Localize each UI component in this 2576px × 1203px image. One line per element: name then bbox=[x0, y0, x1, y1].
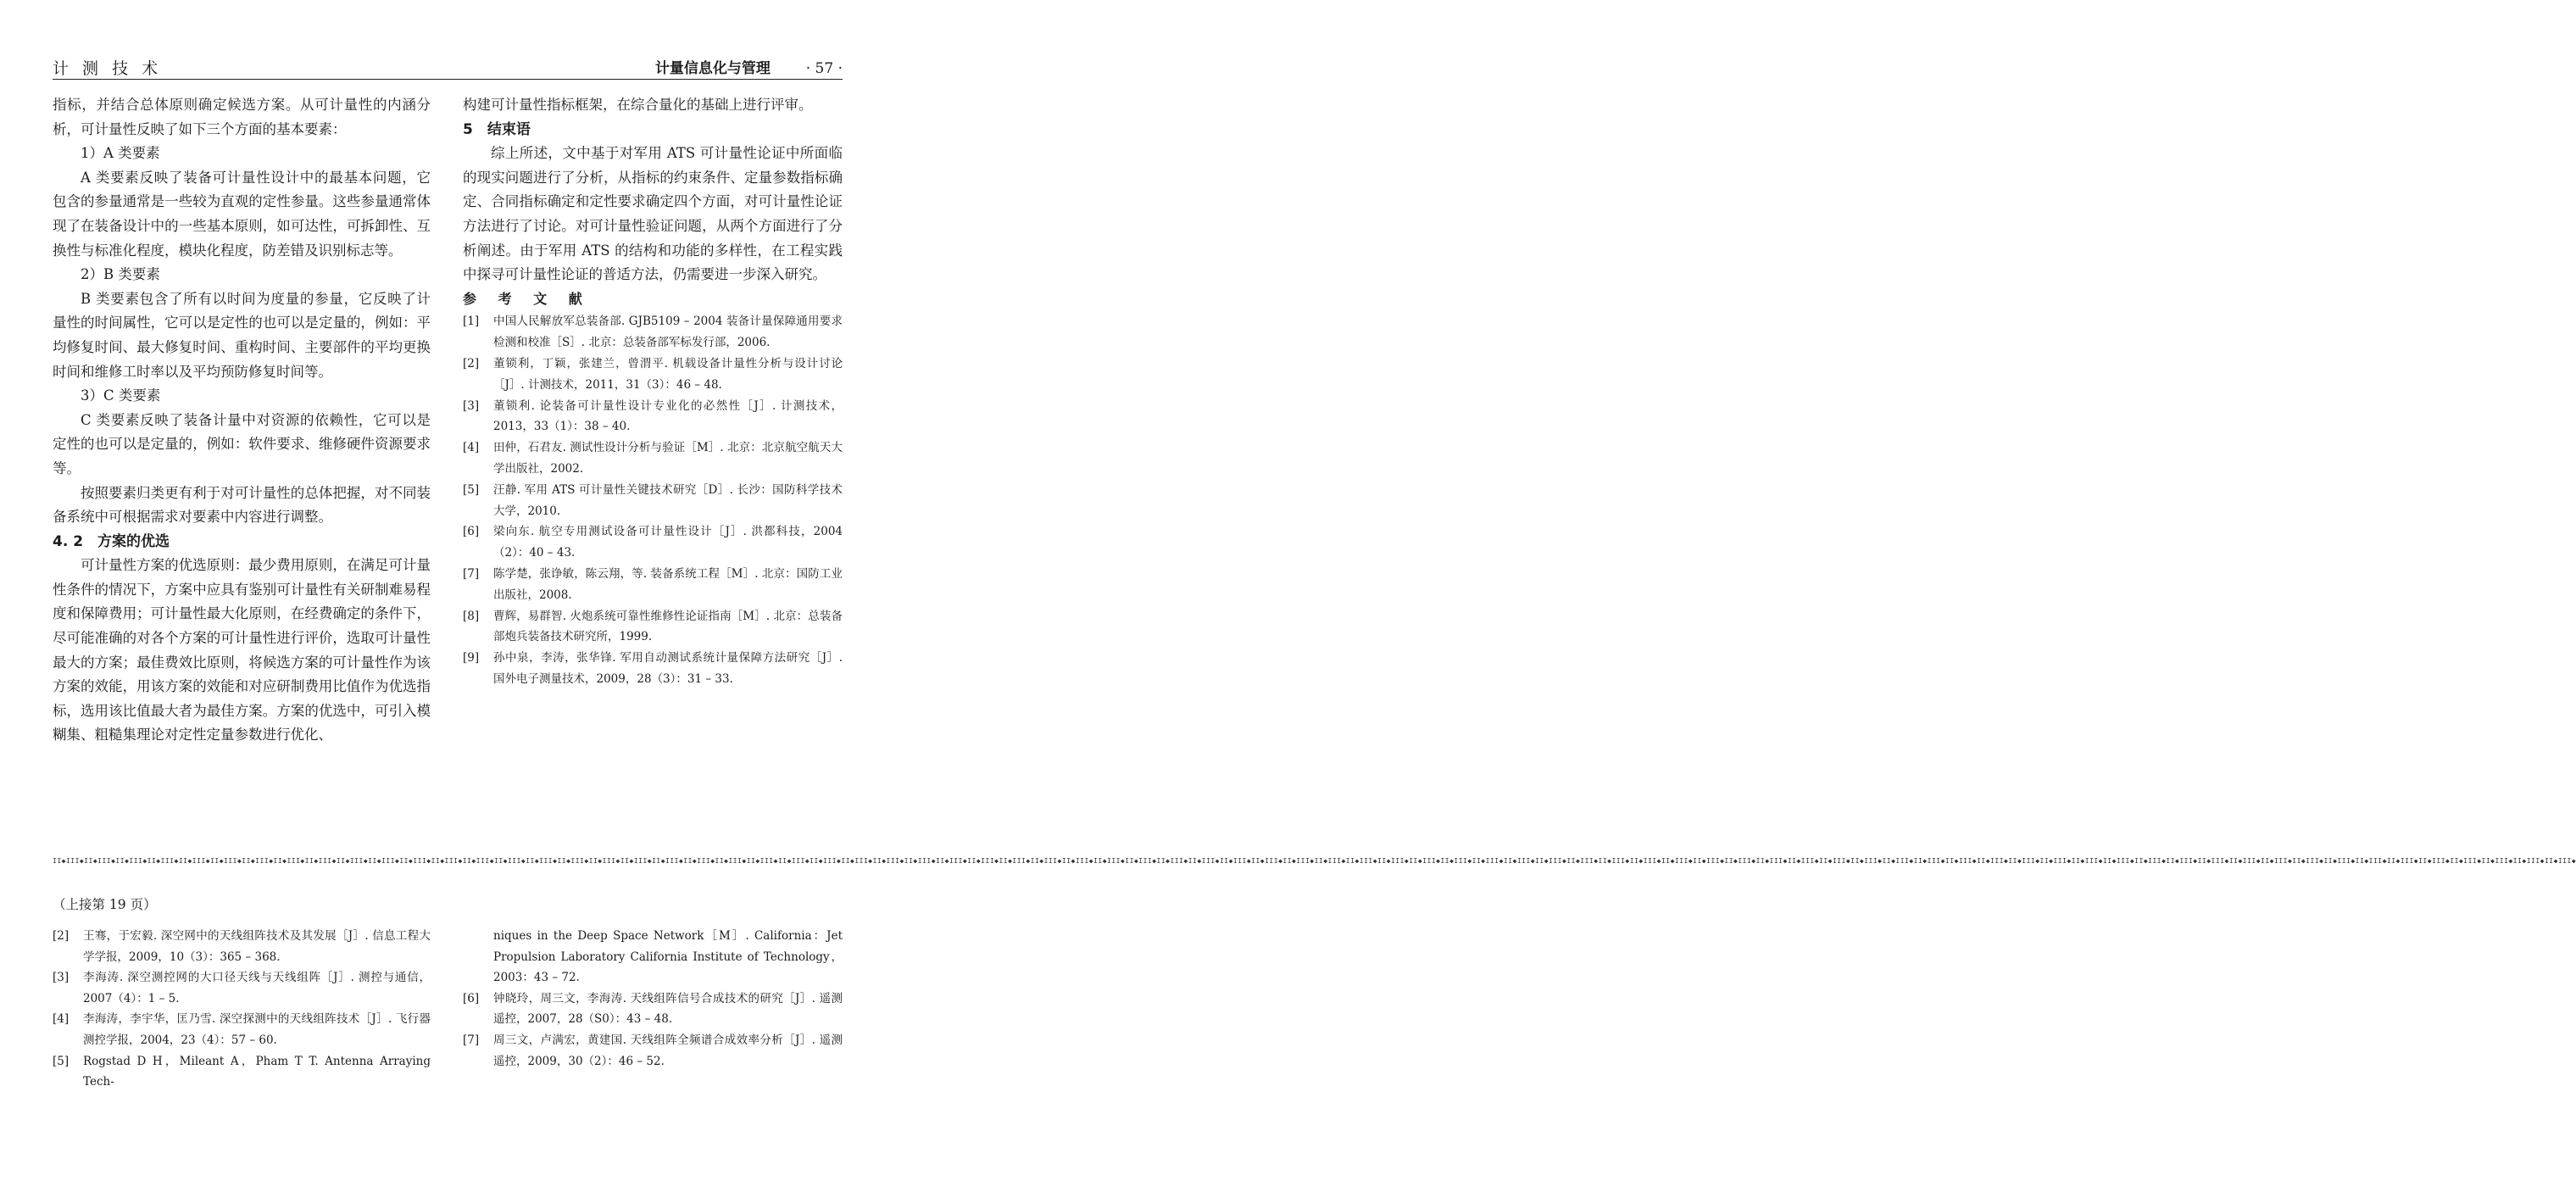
reference-item: [6] 钟晓玲，周三文，李海涛. 天线组阵信号合成技术的研究［J］. 遥测遥控，2007，28（S0）：43 – 48. bbox=[463, 991, 843, 1027]
b-element-text: B 类要素包含了所有以时间为度量的参量，它反映了计量性的时间属性，它可以是定性的也可以是定量的，例如：平均修复时间、最大修复时间、重构时间、主要部件的平均更换时间和维修工时率以及平均预防修复时间等。 bbox=[53, 290, 431, 380]
page-number: · 57 · bbox=[805, 60, 843, 77]
continued-right-column bbox=[463, 926, 843, 1072]
a-element-title: 1）A 类要素 bbox=[81, 145, 160, 162]
journal-name: 计 测 技 术 bbox=[53, 59, 163, 78]
reference-item: [7] 陈学楚，张诤敏，陈云翔，等. 装备系统工程［M］. 北京：国防工业出版社，2008. bbox=[463, 566, 843, 602]
continued-reference-list-right bbox=[463, 989, 843, 1072]
c-element-text: C 类要素反映了装备计量中对资源的依赖性，它可以是定性的也可以是定量的，例如：软件要求、维修硬件资源要求等。 bbox=[53, 411, 431, 476]
continued-label: （上接第 19 页） bbox=[53, 897, 157, 912]
continued-left-column bbox=[53, 926, 431, 1093]
reference-continuation: niques in the Deep Space Network［M］. California：Jet Propulsion Laboratory California Institute of Technology，2003：43 – 72. bbox=[493, 929, 843, 985]
running-head bbox=[655, 56, 843, 77]
reference-item: [4] 田仲，石君友. 测试性设计分析与验证［M］. 北京：北京航空航天大学出版社，2002. bbox=[463, 441, 843, 476]
section-4-2-heading: 4. 2 方案的优选 bbox=[53, 532, 170, 550]
paragraph-continued: 构建可计量性指标框架，在综合量化的基础上进行评审。 bbox=[463, 97, 813, 113]
reference-item: [3] 董锁利. 论装备可计量性设计专业化的必然性［J］. 计测技术，2013，33（1）：38 – 40. bbox=[463, 398, 843, 434]
ornamental-divider: II◆III◆II◆III◆II◆III◆II◆III◆II◆III◆II◆III◆II◆III◆II◆III◆II◆III◆II◆III◆II◆III◆II◆III◆II◆III◆II◆III◆II◆III◆II◆III◆II◆III◆II◆III◆II◆III◆II◆III◆II◆III◆II◆III◆II◆III◆II◆III◆II◆III◆II◆III◆II◆III◆II◆III◆II◆III◆II◆III◆II◆III◆II◆III◆II◆III◆II◆III◆II◆III◆II◆III◆II◆III◆II◆III◆II◆III◆II◆III◆II◆III◆II◆III◆II◆III◆II◆III◆II◆III◆II◆III◆II◆III◆II◆III◆II◆III◆II◆III◆II◆III◆II◆III◆II◆III◆II◆III◆II◆III◆II◆III◆II◆III◆II◆III◆II◆III◆II◆III◆II◆III◆II◆III◆II◆III◆II◆III◆II◆III◆II◆III◆II◆III◆II◆III◆II◆III◆II◆III◆II◆III◆II◆III◆II◆III◆II◆III◆II◆III◆II◆III◆II◆III◆II◆III◆II◆III◆II◆III◆ bbox=[53, 857, 2576, 865]
reference-item: [9] 孙中泉，李涛，张华锋. 军用自动测试系统计量保障方法研究［J］. 国外电子测量技术，2009，28（3）：31 – 33. bbox=[463, 651, 843, 686]
reference-item: [8] 曹辉，易群智. 火炮系统可靠性维修性论证指南［M］. 北京：总装备部炮兵装备技术研究所，1999. bbox=[463, 609, 843, 644]
classification-paragraph: 按照要素归类更有利于对可计量性的总体把握，对不同装备系统中可根据需求对要素中内容进行调整。 bbox=[53, 484, 431, 526]
reference-item: [5] 汪静. 军用 ATS 可计量性关键技术研究［D］. 长沙：国防科学技术大学，2010. bbox=[463, 482, 843, 518]
reference-item: [6] 梁向东. 航空专用测试设备可计量性设计［J］. 洪都科技，2004（2）：40 – 43. bbox=[463, 525, 843, 560]
section-4-2-text: 可计量性方案的优选原则：最少费用原则，在满足可计量性条件的情况下，方案中应具有鉴别可计量性有关研制难易程度和保障费用；可计量性最大化原则，在经费确定的条件下，尽可能准确的对各个方案的可计量性进行评价，选取可计量性最大的方案；最佳费效比原则，将候选方案的可计量性作为该方案的效能，用该方案的效能和对应研制费用比值作为优选指标，选用该比值最大者为最佳方案。方案的优选中，可引入模糊集、粗糙集理论对定性定量参数进行优化、 bbox=[53, 557, 431, 744]
a-element-text: A 类要素反映了装备可计量性设计中的最基本问题，它包含的参量通常是一些较为直观的定性参量。这些参量通常体现了在装备设计中的一些基本原则，如可达性，可拆卸性、互换性与标准化程度，模块化程度，防差错及识别标志等。 bbox=[53, 169, 431, 259]
section-5-heading: 5 结束语 bbox=[463, 120, 531, 138]
conclusion-text: 综上所述，文中基于对军用 ATS 可计量性论证中所面临的现实问题进行了分析，从指标的约束条件、定量参数指标确定、合同指标确定和定性要求确定四个方面，对可计量性论证方法进行了讨论。对可计量性验证问题，从两个方面进行了分析阐述。由于军用 ATS 的结构和功能的多样性，在工程实践中探寻可计量性论证的普适方法，仍需要进一步深入研究。 bbox=[463, 145, 843, 283]
continued-reference-list bbox=[53, 926, 431, 1093]
c-element-title: 3）C 类要素 bbox=[81, 387, 161, 404]
left-column bbox=[53, 93, 431, 748]
right-column bbox=[463, 93, 843, 690]
b-element-title: 2）B 类要素 bbox=[81, 266, 160, 283]
reference-list bbox=[463, 311, 843, 689]
references-heading: 参 考 文 献 bbox=[463, 290, 591, 307]
reference-item: [7] 周三文，卢满宏，黄建国. 天线组阵全频谱合成效率分析［J］. 遥测遥控，2009，30（2）：46 – 52. bbox=[463, 1033, 843, 1068]
header-rule bbox=[53, 79, 843, 80]
reference-item: [3] 李海涛. 深空测控网的大口径天线与天线组阵［J］. 测控与通信，2007（4）：1 – 5. bbox=[53, 971, 431, 1005]
reference-item: [1] 中国人民解放军总装备部. GJB5109 – 2004 装备计量保障通用要求检测和校准［S］. 北京：总装备部军标发行部，2006. bbox=[463, 315, 843, 350]
paragraph-intro: 指标，并结合总体原则确定候选方案。从可计量性的内涵分析，可计量性反映了如下三个方面的基本要素： bbox=[53, 97, 431, 137]
reference-item: [5] Rogstad D H，Mileant A，Pham T T. Antenna Arraying Tech- bbox=[53, 1054, 431, 1089]
reference-item: [2] 王骞，于宏毅. 深空网中的天线组阵技术及其发展［J］. 信息工程大学学报，2009，10（3）：365 – 368. bbox=[53, 929, 431, 964]
reference-item: [4] 李海涛，李宇华，匡乃雪. 深空探测中的天线组阵技术［J］. 飞行器测控学报，2004，23（4）：57 – 60. bbox=[53, 1012, 431, 1047]
reference-item: [2] 董锁利，丁颖，张建兰，曾渭平. 机载设备计量性分析与设计讨论［J］. 计测技术，2011，31（3）：46 – 48. bbox=[463, 356, 843, 392]
section-name: 计量信息化与管理 bbox=[654, 60, 771, 77]
